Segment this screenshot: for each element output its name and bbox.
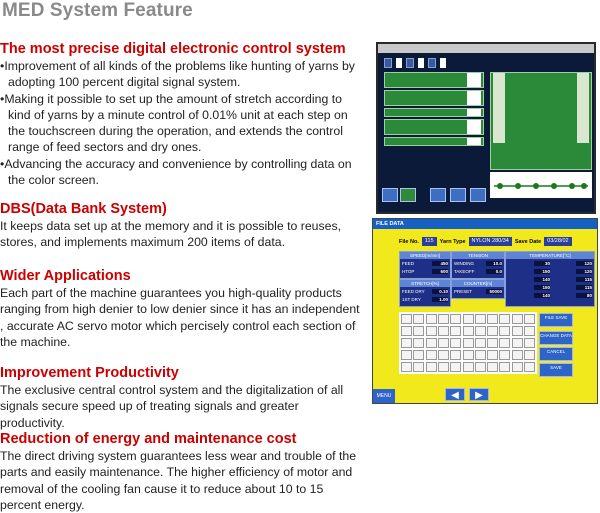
stretch-panel	[399, 279, 451, 307]
save-date-label: Save Date	[514, 238, 542, 245]
keyboard-key[interactable]	[413, 362, 424, 372]
keyboard-key[interactable]	[401, 362, 412, 372]
screen-button	[382, 188, 398, 202]
keyboard-key[interactable]	[426, 326, 437, 336]
keyboard-key[interactable]	[487, 362, 498, 372]
bullet-item: • Advancing the accuracy and convenience by controlling data on the color screen.	[0, 156, 362, 189]
keyboard-key[interactable]	[463, 338, 474, 348]
row-value: 600	[432, 269, 448, 274]
screen-button	[450, 188, 466, 202]
keyboard-key[interactable]	[487, 314, 498, 324]
keyboard-key[interactable]	[426, 338, 437, 348]
row-value: 0.0	[486, 269, 502, 274]
row-label: PRESET	[454, 288, 473, 294]
keyboard-key[interactable]	[413, 338, 424, 348]
panel-header: SPEED[m/min]	[400, 252, 450, 259]
keyboard-key[interactable]	[499, 326, 510, 336]
file-no-value: 115	[422, 237, 437, 246]
chip	[428, 58, 436, 68]
keyboard-key[interactable]	[401, 314, 412, 324]
change-data-button[interactable]: CHANGE DATA	[539, 331, 573, 345]
control-screen-image	[376, 42, 596, 214]
keyboard-key[interactable]	[426, 362, 437, 372]
menu-button[interactable]: MENU	[373, 389, 395, 403]
keyboard-key[interactable]	[487, 326, 498, 336]
section-title: DBS(Data Bank System)	[0, 201, 167, 217]
section-precise-control	[0, 41, 362, 188]
section-body: Each part of the machine guarantees you high-quality products ranging from high denier to low denier since it has an independent , accurate AC servo motor which percisely control each section of the machine.	[0, 286, 360, 349]
panel-header: STRETCH[%]	[400, 280, 450, 287]
speed-panel	[399, 251, 451, 279]
screen-titlebar	[378, 44, 594, 53]
keyboard-key[interactable]	[475, 338, 486, 348]
page-title: MED System Feature	[2, 0, 193, 21]
section-dbs	[0, 201, 362, 251]
chip	[384, 58, 392, 68]
keyboard-key[interactable]	[413, 326, 424, 336]
screen-left-panel	[384, 72, 484, 202]
chip	[406, 58, 414, 68]
temp-value: 150	[534, 269, 550, 274]
keyboard-key[interactable]	[463, 326, 474, 336]
chip-value	[418, 58, 424, 68]
row-label: 1ST DRY	[402, 296, 421, 302]
row-label: TAKEOFF	[454, 268, 475, 274]
screen-button	[470, 188, 486, 202]
keyboard-key[interactable]	[438, 350, 449, 360]
keyboard-key[interactable]	[475, 362, 486, 372]
row-label: WINDING	[454, 260, 474, 266]
keyboard-key[interactable]	[450, 338, 461, 348]
row-value: 450	[432, 261, 448, 266]
keyboard-key[interactable]	[413, 350, 424, 360]
yarn-path-diagram	[490, 172, 592, 198]
counter-panel	[451, 279, 505, 299]
keyboard-key[interactable]	[463, 362, 474, 372]
temp-value: 115	[576, 277, 592, 282]
row-value: 1.00	[432, 297, 448, 302]
temp-value: 150	[534, 285, 550, 290]
tension-panel	[451, 251, 505, 279]
keyboard-key[interactable]	[524, 362, 535, 372]
section-body: The exclusive central control system and the digitalization of all signals secure speed up of treating signals and greater productivity.	[0, 383, 344, 430]
keyboard-key[interactable]	[438, 338, 449, 348]
keyboard-key[interactable]	[512, 350, 523, 360]
row-value: 0.10	[432, 289, 448, 294]
file-data-header	[399, 237, 591, 246]
keyboard-key[interactable]	[512, 326, 523, 336]
keyboard-key[interactable]	[499, 350, 510, 360]
panel-block	[384, 137, 484, 146]
keyboard-key[interactable]	[463, 314, 474, 324]
keyboard-key[interactable]	[512, 314, 523, 324]
section-title: Improvement Productivity	[0, 365, 179, 381]
keyboard-key[interactable]	[475, 350, 486, 360]
keyboard-key[interactable]	[524, 314, 535, 324]
keyboard-key[interactable]	[499, 314, 510, 324]
section-title: Wider Applications	[0, 268, 131, 284]
temp-value: 120	[576, 269, 592, 274]
screen-button	[400, 188, 416, 202]
row-value: 50000	[486, 289, 502, 294]
row-label: HTOP	[402, 268, 415, 274]
keyboard-key[interactable]	[438, 314, 449, 324]
temp-value: 140	[534, 277, 550, 282]
section-wider-applications	[0, 268, 362, 350]
temperature-panel	[505, 251, 595, 307]
temp-value: 120	[576, 261, 592, 266]
keyboard-key[interactable]	[463, 350, 474, 360]
prev-arrow-button[interactable]: ◀	[445, 388, 465, 401]
keyboard-key[interactable]	[499, 362, 510, 372]
keyboard-key[interactable]	[512, 338, 523, 348]
keyboard-key[interactable]	[401, 338, 412, 348]
bullet-item: • Improvement of all kinds of the problems like hunting of yarns by adopting 100 percent digital signal system.	[0, 58, 362, 91]
temp-value: 80	[576, 293, 592, 298]
keyboard-key[interactable]	[438, 362, 449, 372]
row-label: FEED DRY	[402, 288, 425, 294]
keyboard-key[interactable]	[475, 326, 486, 336]
panel-block	[384, 108, 484, 117]
section-body: It keeps data set up at the memory and it is possible to reuses, stores, and implements maximum 200 items of data.	[0, 219, 342, 250]
panel-header: TENSION	[452, 252, 504, 259]
keyboard-key[interactable]	[450, 326, 461, 336]
keyboard-key[interactable]	[426, 350, 437, 360]
keyboard-key[interactable]	[512, 362, 523, 372]
chip-value	[396, 58, 402, 68]
panel-header: TEMPERATURE[°C]	[506, 252, 594, 259]
panel-header: COUNTER[m]	[452, 280, 504, 287]
file-data-title: FILE DATA	[373, 219, 597, 229]
row-label: FEED	[402, 260, 415, 266]
panel-block	[384, 72, 484, 88]
keyboard-key[interactable]	[499, 338, 510, 348]
panel-block	[384, 119, 484, 135]
screen-header	[384, 58, 588, 68]
keyboard-key[interactable]	[450, 350, 461, 360]
keyboard-key[interactable]	[401, 350, 412, 360]
keyboard-key[interactable]	[401, 326, 412, 336]
temp-value: 115	[576, 285, 592, 290]
save-date-value: 03/28/02	[544, 237, 571, 246]
chip-value	[440, 58, 446, 68]
keyboard-key[interactable]	[413, 314, 424, 324]
cancel-button[interactable]: CANCEL	[539, 347, 573, 361]
keyboard-key[interactable]	[524, 338, 535, 348]
keyboard-key[interactable]	[438, 326, 449, 336]
screen-temperature-panel	[490, 72, 592, 168]
keyboard-key[interactable]	[450, 314, 461, 324]
save-button[interactable]: SAVE	[539, 363, 573, 377]
file-data-screen	[372, 218, 598, 404]
keyboard-key[interactable]	[487, 338, 498, 348]
next-arrow-button[interactable]: ▶	[469, 388, 489, 401]
section-productivity	[0, 365, 362, 431]
temp-value: 30	[534, 261, 550, 266]
keyboard-key[interactable]	[524, 350, 535, 360]
bullet-item: • Making it possible to set up the amount of stretch according to kind of yarns by a minute control of 0.01% unit at each step on the touchscreen during the operation, and extends the control range of feed sectors and dry ones.	[0, 91, 362, 156]
yarn-type-value: NYLON 280/34	[469, 237, 512, 246]
keyboard-key[interactable]	[487, 350, 498, 360]
screen-button	[430, 188, 446, 202]
on-screen-keyboard	[399, 312, 537, 374]
file-save-button[interactable]: FILE SAVE	[539, 313, 573, 327]
keyboard-key[interactable]	[450, 362, 461, 372]
row-value: 10.0	[486, 261, 502, 266]
keyboard-key[interactable]	[475, 314, 486, 324]
section-title: The most precise digital electronic control system	[0, 41, 346, 57]
section-title: Reduction of energy and maintenance cost	[0, 431, 297, 447]
panel-block	[384, 90, 484, 106]
yarn-type-label: Yarn Type	[439, 238, 466, 245]
keyboard-key[interactable]	[524, 326, 535, 336]
temp-value: 140	[534, 293, 550, 298]
file-no-label: File No.	[399, 238, 419, 245]
keyboard-key[interactable]	[426, 314, 437, 324]
section-energy	[0, 431, 362, 513]
section-body: The direct driving system guarantees less wear and trouble of the parts and easily maintenance. The higher efficiency of motor and removal of the cooling fan cause it to reduce about 10 to 15 percent energy.	[0, 449, 357, 512]
